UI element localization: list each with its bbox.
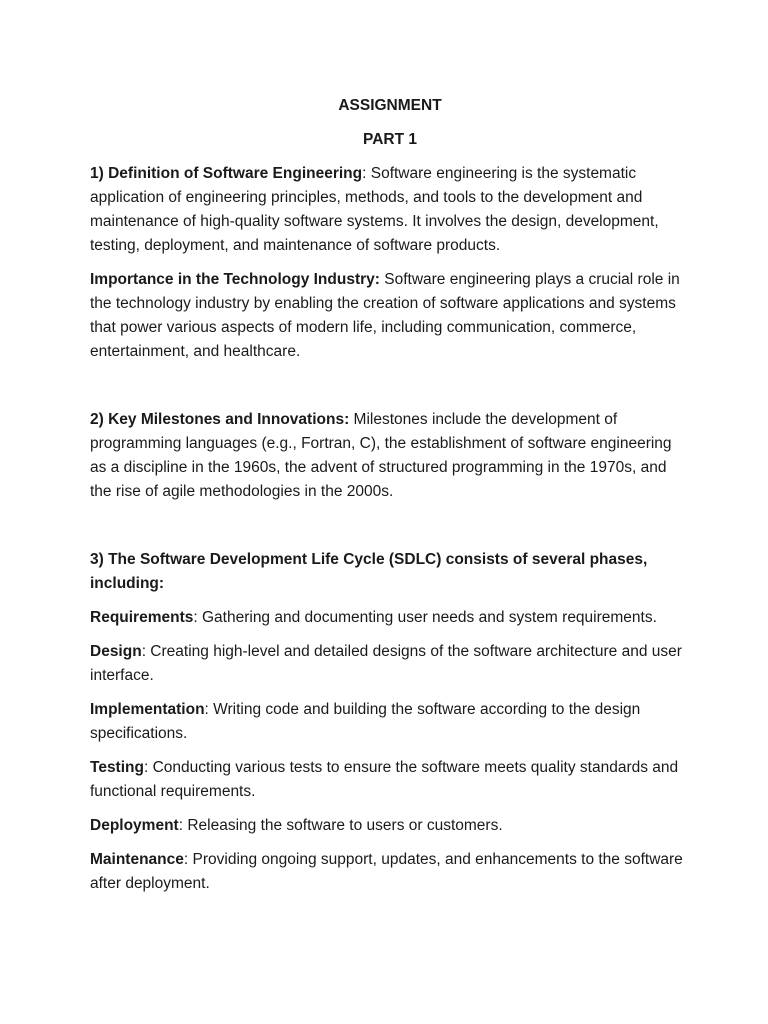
definition-text: : Software engineering is the systematic application of engineering principles, methods, and tools to the development and maintenance of high-quality software systems. It involves the design, development, testing, deployment, and maintenance of software products. xyxy=(90,165,659,254)
document-page xyxy=(90,94,690,906)
document-title: ASSIGNMENT xyxy=(338,97,442,114)
phase-requirements xyxy=(90,606,690,630)
phase-deployment xyxy=(90,814,690,838)
part-heading: PART 1 xyxy=(363,131,417,148)
phase-name: Maintenance xyxy=(90,851,184,868)
phase-testing xyxy=(90,756,690,804)
phase-text: : Writing code and building the software according to the design specifications. xyxy=(90,701,641,742)
spacer xyxy=(90,514,690,548)
phase-name: Design xyxy=(90,643,142,660)
milestones-paragraph xyxy=(90,408,690,504)
phase-name: Testing xyxy=(90,759,144,776)
importance-text: Software engineering plays a crucial role in the technology industry by enabling the creation of software applications and systems that power various aspects of modern life, including communication, commerce, entertainment, and healthcare. xyxy=(90,271,680,360)
phase-text: : Conducting various tests to ensure the software meets quality standards and functional requirements. xyxy=(90,759,679,800)
phase-implementation xyxy=(90,698,690,746)
phase-maintenance xyxy=(90,848,690,896)
phase-name: Deployment xyxy=(90,817,179,834)
definition-paragraph xyxy=(90,162,690,258)
phase-text: : Creating high-level and detailed designs of the software architecture and user interface. xyxy=(90,643,682,684)
sdlc-heading: 3) The Software Development Life Cycle (SDLC) consists of several phases, including: xyxy=(90,551,648,592)
milestones-heading: 2) Key Milestones and Innovations: xyxy=(90,411,350,428)
phase-text: : Releasing the software to users or customers. xyxy=(178,817,503,834)
importance-heading: Importance in the Technology Industry: xyxy=(90,271,380,288)
definition-heading: 1) Definition of Software Engineering xyxy=(90,165,363,182)
milestones-text: Milestones include the development of programming languages (e.g., Fortran, C), the establishment of software engineering as a discipline in the 1960s, the advent of structured programming in the 1970s, and the rise of agile methodologies in the 2000s. xyxy=(90,411,672,500)
phase-design xyxy=(90,640,690,688)
importance-paragraph xyxy=(90,268,690,364)
phase-name: Implementation xyxy=(90,701,205,718)
phase-name: Requirements xyxy=(90,609,194,626)
phase-text: : Gathering and documenting user needs and system requirements. xyxy=(193,609,657,626)
spacer xyxy=(90,374,690,408)
phase-text: : Providing ongoing support, updates, and enhancements to the software after deployment. xyxy=(90,851,683,892)
